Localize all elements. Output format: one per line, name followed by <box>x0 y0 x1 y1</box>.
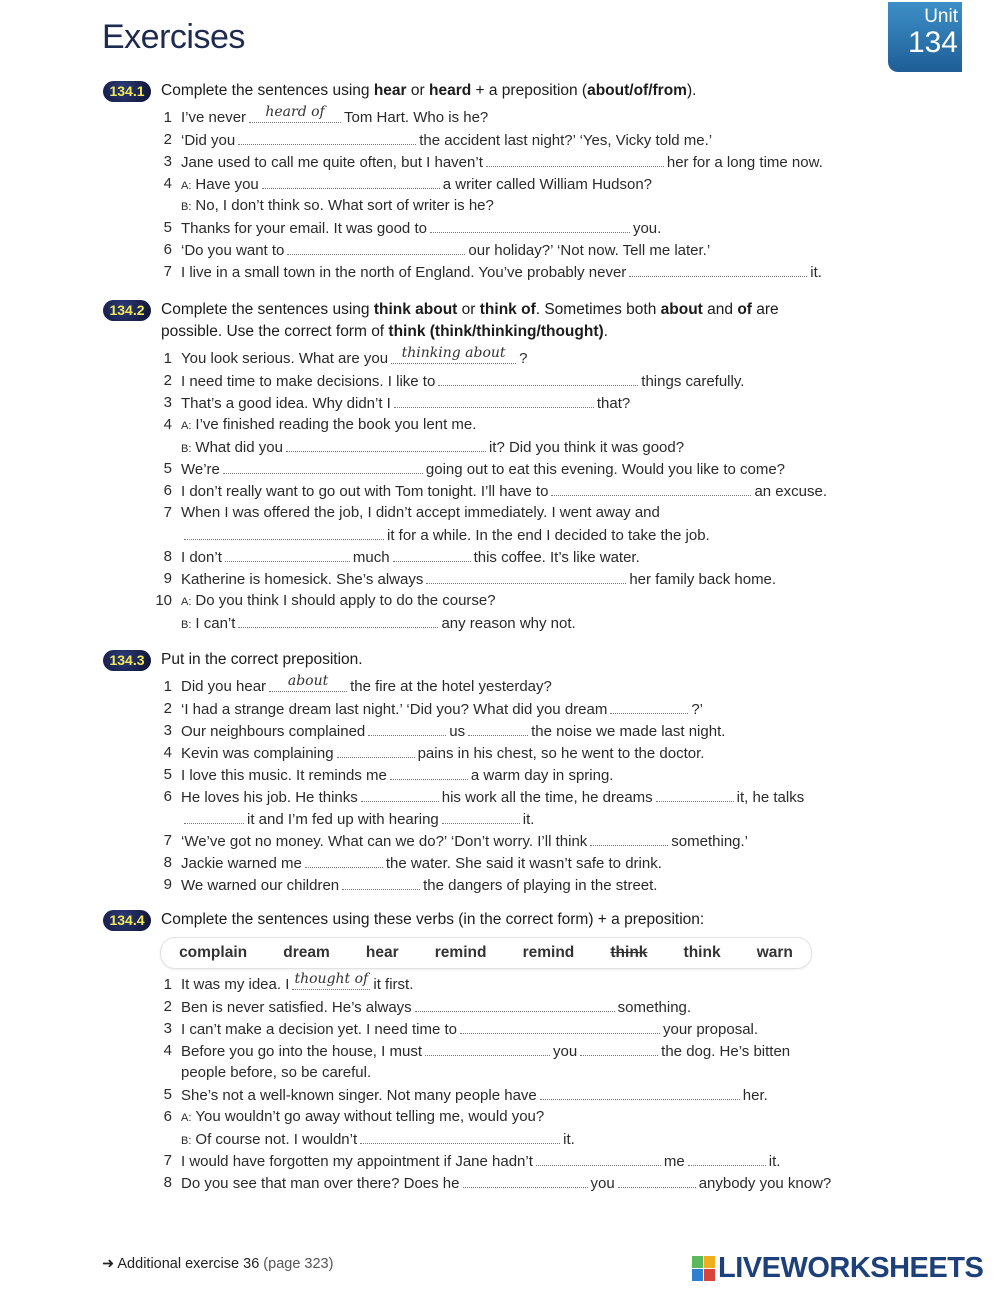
liveworksheets-logo <box>692 1252 983 1285</box>
page-title: Exercises <box>102 18 245 56</box>
answer-blank[interactable] <box>610 698 688 714</box>
exercise-line <box>100 720 900 742</box>
text-segment: it, he talks <box>736 789 805 806</box>
text-segment: an excuse. <box>754 483 827 500</box>
text-segment: When I was offered the job, I didn’t accept immediately. I went away and <box>181 504 660 521</box>
answer-blank[interactable] <box>415 996 615 1012</box>
arrow-icon: ➜ <box>102 1256 115 1272</box>
bold-text: hear <box>373 82 407 99</box>
text-segment: your proposal. <box>662 1021 759 1038</box>
text-segment: and <box>702 301 738 318</box>
text-segment: it? Did you think it was good? <box>488 439 685 456</box>
answer-blank[interactable] <box>361 786 439 802</box>
item-number: 8 <box>163 548 172 565</box>
exercise-line <box>100 104 900 129</box>
text-segment: it. <box>522 811 535 828</box>
handwritten-answer: about <box>287 673 329 689</box>
text-segment: I need time to make decisions. I like to <box>181 373 436 390</box>
exercise-134-1 <box>100 80 900 283</box>
item-number: 1 <box>163 109 172 126</box>
item-number: 4 <box>163 1042 172 1059</box>
bold-text: think (think/thinking/thought) <box>388 323 604 340</box>
text-segment: Do you think I should apply to do the course? <box>195 592 496 609</box>
text-segment: that? <box>596 395 631 412</box>
text-segment: Do you see that man over there? Does he <box>181 1175 460 1192</box>
text-segment: + a preposition ( <box>471 82 588 99</box>
answer-blank[interactable] <box>438 370 638 386</box>
text-segment: ? <box>519 350 528 367</box>
text-segment: me <box>663 1153 685 1170</box>
text-segment: That’s a good idea. Why didn’t I <box>181 395 391 412</box>
verb-option: dream <box>283 944 330 961</box>
exercise-line <box>100 173 900 195</box>
exercise-line <box>100 1040 900 1062</box>
verb-option: hear <box>365 944 399 961</box>
text-segment: it. <box>563 1131 575 1148</box>
exercise-line <box>100 502 900 524</box>
text-segment: Complete the sentences using these verbs (in the correct form) + a preposition: <box>161 911 705 928</box>
text-segment: He loves his job. He thinks <box>181 789 358 806</box>
speaker-label: A: <box>181 420 192 432</box>
text-segment: . <box>603 323 608 340</box>
text-segment: pains in his chest, so he went to the doctor. <box>417 745 705 762</box>
item-number: 2 <box>163 131 172 148</box>
text-segment: ‘We’ve got no money. What can we do?’ ‘Don’t worry. I’ll think <box>181 833 588 850</box>
item-number: 2 <box>163 372 172 389</box>
answer-blank[interactable] <box>430 217 630 233</box>
exercise-line <box>100 546 900 568</box>
speaker-label: A: <box>181 1112 192 1124</box>
answer-blank[interactable] <box>390 764 468 780</box>
answer-blank[interactable] <box>463 1172 588 1188</box>
text-segment: Of course not. I wouldn’t <box>195 1131 358 1148</box>
text-segment: Thanks for your email. It was good to <box>181 220 427 237</box>
text-segment: Jackie warned me <box>181 855 302 872</box>
item-number: 9 <box>163 876 172 893</box>
exercise-line <box>100 673 900 698</box>
text-segment: you. <box>632 220 662 237</box>
text-segment: Tom Hart. Who is he? <box>344 109 489 126</box>
answer-blank[interactable] <box>468 720 528 736</box>
text-segment: ‘Do you want to <box>181 242 285 259</box>
exercise-line <box>100 1128 900 1150</box>
text-segment: anybody you know? <box>698 1175 832 1192</box>
answer-blank[interactable] <box>540 1084 740 1100</box>
answer-blank[interactable] <box>629 261 807 277</box>
text-segment: it. <box>768 1153 781 1170</box>
item-number: 7 <box>163 263 172 280</box>
answer-blank[interactable] <box>225 546 350 562</box>
text-segment: ‘I had a strange dream last night.’ ‘Did you? What did you dream <box>181 701 608 718</box>
text-segment: this coffee. It’s like water. <box>473 549 640 566</box>
text-segment: going out to eat this evening. Would you like to come? <box>425 461 786 478</box>
answer-blank[interactable] <box>262 173 440 189</box>
exercise-line <box>100 345 900 370</box>
exercise-134-4 <box>100 909 900 1194</box>
speaker-label: B: <box>181 1135 192 1147</box>
text-segment: you <box>590 1175 615 1192</box>
answer-blank[interactable] <box>286 436 486 452</box>
text-segment: I don’t <box>181 549 222 566</box>
bold-text: about/of/from <box>587 82 687 99</box>
exercise-line <box>100 129 900 151</box>
bold-text: think about <box>373 301 458 318</box>
text-segment: much <box>352 549 390 566</box>
answer-blank[interactable] <box>292 971 370 990</box>
speaker-label: B: <box>181 201 192 213</box>
text-segment: Ben is never satisfied. He’s always <box>181 999 412 1016</box>
item-number: 3 <box>163 153 172 170</box>
verb-option: remind <box>522 944 575 961</box>
exercise-134-2 <box>100 299 900 634</box>
footer-text: Additional exercise 36 <box>117 1256 260 1272</box>
exercise-line <box>100 590 900 612</box>
additional-exercise-link[interactable] <box>102 1256 333 1272</box>
text-segment: things carefully. <box>641 373 745 390</box>
exercise-number-badge: 134.2 <box>103 300 151 321</box>
exercise-line <box>100 830 900 852</box>
text-segment: the dog. He’s bitten <box>661 1043 791 1060</box>
text-segment: No, I don’t think so. What sort of writer is he? <box>195 197 494 214</box>
text-segment: something. <box>617 999 692 1016</box>
verb-option: remind <box>434 944 487 961</box>
answer-blank[interactable] <box>551 480 751 496</box>
exercise-line <box>100 1106 900 1128</box>
text-segment: Our neighbours complained <box>181 723 366 740</box>
exercise-line <box>100 524 900 546</box>
answer-blank[interactable] <box>393 546 471 562</box>
exercise-items <box>100 673 900 896</box>
text-segment: or <box>406 82 429 99</box>
answer-blank[interactable] <box>536 1150 661 1166</box>
exercise-line <box>100 852 900 874</box>
text-segment: our holiday?’ ‘Not now. Tell me later.’ <box>468 242 711 259</box>
exercise-line <box>100 1172 900 1194</box>
exercise-line <box>100 195 900 217</box>
answer-blank[interactable] <box>249 104 341 123</box>
text-segment: any reason why not. <box>441 615 576 632</box>
text-segment: ). <box>686 82 697 99</box>
item-number: 10 <box>155 592 172 609</box>
bold-text: think of <box>479 301 536 318</box>
answer-blank[interactable] <box>184 808 244 824</box>
text-segment: You look serious. What are you <box>181 350 389 367</box>
answer-blank[interactable] <box>442 808 520 824</box>
item-number: 1 <box>163 350 172 367</box>
answer-blank[interactable] <box>394 392 594 408</box>
item-number: 4 <box>163 744 172 761</box>
exercise-line <box>100 1062 900 1084</box>
unit-number: 134 <box>907 26 958 59</box>
answer-blank[interactable] <box>238 612 438 628</box>
answer-blank[interactable] <box>287 239 465 255</box>
text-segment: a warm day in spring. <box>470 767 614 784</box>
item-number: 4 <box>163 416 172 433</box>
text-segment: it. <box>810 264 822 281</box>
answer-blank[interactable] <box>269 673 347 692</box>
exercise-line <box>100 568 900 590</box>
logo-cubes-icon <box>692 1256 715 1281</box>
text-segment: I’ve finished reading the book you lent me. <box>195 416 477 433</box>
speaker-label: B: <box>181 443 192 455</box>
item-number: 9 <box>163 570 172 587</box>
text-segment: possible. Use the correct form of <box>161 323 389 340</box>
text-segment: Complete the sentences using <box>161 301 374 318</box>
exercise-items <box>100 345 900 634</box>
verb-option: think <box>683 944 721 961</box>
exercise-line <box>100 808 900 830</box>
answer-blank[interactable] <box>656 786 734 802</box>
item-number: 8 <box>163 854 172 871</box>
text-segment: the accident last night?’ ‘Yes, Vicky told me.’ <box>419 132 713 149</box>
speaker-label: A: <box>181 180 192 192</box>
answer-blank[interactable] <box>391 345 516 364</box>
text-segment: the fire at the hotel yesterday? <box>350 678 552 695</box>
item-number: 5 <box>163 766 172 783</box>
unit-label: Unit <box>924 6 958 27</box>
footer-page: (page 323) <box>263 1256 334 1272</box>
handwritten-answer: thinking about <box>401 345 506 361</box>
answer-blank[interactable] <box>590 830 668 846</box>
item-number: 5 <box>163 219 172 236</box>
answer-blank[interactable] <box>486 151 664 167</box>
exercise-line <box>100 217 900 239</box>
text-segment: It was my idea. I <box>181 976 290 993</box>
exercise-instructions <box>100 909 900 931</box>
text-segment: people before, so be careful. <box>181 1064 372 1081</box>
exercise-line <box>100 458 900 480</box>
text-segment: We’re <box>181 461 220 478</box>
answer-blank[interactable] <box>360 1128 560 1144</box>
item-number: 6 <box>163 788 172 805</box>
item-number: 5 <box>163 460 172 477</box>
text-segment: Jane used to call me quite often, but I haven’t <box>181 154 483 171</box>
answer-blank[interactable] <box>425 1040 550 1056</box>
text-segment: it for a while. In the end I decided to take the job. <box>387 527 710 544</box>
answer-blank[interactable] <box>342 874 420 890</box>
text-segment: I can’t make a decision yet. I need time to <box>181 1021 457 1038</box>
text-segment: What did you <box>195 439 283 456</box>
item-number: 6 <box>163 1108 172 1125</box>
item-number: 4 <box>163 175 172 192</box>
text-segment: I live in a small town in the north of England. You’ve probably never <box>181 264 627 281</box>
handwritten-answer: thought of <box>294 971 369 987</box>
answer-blank[interactable] <box>337 742 415 758</box>
text-segment: . Sometimes both <box>535 301 661 318</box>
exercise-instructions <box>100 649 900 671</box>
exercise-line <box>100 370 900 392</box>
text-segment: it first. <box>373 976 414 993</box>
exercise-items <box>100 971 900 1194</box>
text-segment: Have you <box>195 176 259 193</box>
text-segment: You wouldn’t go away without telling me, would you? <box>195 1108 545 1125</box>
exercise-line <box>100 261 900 283</box>
answer-blank[interactable] <box>688 1150 766 1166</box>
exercise-line <box>100 874 900 896</box>
item-number: 8 <box>163 1174 172 1191</box>
bold-text: of <box>737 301 752 318</box>
exercise-number-badge: 134.1 <box>103 81 151 102</box>
exercise-line <box>100 392 900 414</box>
text-segment: I’ve never <box>181 109 247 126</box>
item-number: 3 <box>163 722 172 739</box>
exercise-line <box>100 480 900 502</box>
item-number: 7 <box>163 1152 172 1169</box>
exercise-line <box>100 239 900 261</box>
text-segment: you <box>552 1043 578 1060</box>
text-segment: a writer called William Hudson? <box>442 176 653 193</box>
verb-option: complain <box>179 944 248 961</box>
exercise-line <box>100 151 900 173</box>
text-segment: Did you hear <box>181 678 267 695</box>
bold-text: heard <box>428 82 472 99</box>
text-segment: the noise we made last night. <box>531 723 726 740</box>
speaker-label: A: <box>181 596 192 608</box>
text-segment: her. <box>742 1087 768 1104</box>
answer-blank[interactable] <box>305 852 383 868</box>
text-segment: Put in the correct preposition. <box>161 651 363 668</box>
item-number: 1 <box>163 678 172 695</box>
text-segment: Before you go into the house, I must <box>181 1043 422 1060</box>
text-segment: it and I’m fed up with hearing <box>247 811 439 828</box>
text-segment: or <box>457 301 480 318</box>
item-number: 3 <box>163 394 172 411</box>
answer-blank[interactable] <box>184 524 384 540</box>
text-segment: I can’t <box>195 615 236 632</box>
text-segment: Kevin was complaining <box>181 745 334 762</box>
exercise-number-badge: 134.4 <box>103 910 151 931</box>
exercise-line <box>100 786 900 808</box>
text-segment: We warned our children <box>181 877 340 894</box>
item-number: 7 <box>163 832 172 849</box>
text-segment: Katherine is homesick. She’s always <box>181 571 424 588</box>
text-segment: her family back home. <box>629 571 777 588</box>
item-number: 2 <box>163 700 172 717</box>
exercise-instructions <box>100 80 900 102</box>
exercise-line <box>100 996 900 1018</box>
text-segment: the water. She said it wasn’t safe to drink. <box>385 855 662 872</box>
unit-tab <box>888 2 962 72</box>
exercise-line <box>100 971 900 996</box>
item-number: 5 <box>163 1086 172 1103</box>
text-segment: her for a long time now. <box>666 154 823 171</box>
answer-blank[interactable] <box>580 1040 658 1056</box>
exercise-line <box>100 742 900 764</box>
answer-blank[interactable] <box>368 720 446 736</box>
text-segment: us <box>449 723 466 740</box>
item-number: 7 <box>163 504 172 521</box>
text-segment: I love this music. It reminds me <box>181 767 387 784</box>
item-number: 2 <box>163 998 172 1015</box>
exercise-line <box>100 764 900 786</box>
text-segment: I don’t really want to go out with Tom tonight. I’ll have to <box>181 483 549 500</box>
text-segment: his work all the time, he dreams <box>441 789 653 806</box>
exercise-line <box>100 1084 900 1106</box>
answer-blank[interactable] <box>223 458 423 474</box>
answer-blank[interactable] <box>460 1018 660 1034</box>
item-number: 6 <box>163 482 172 499</box>
bold-text: about <box>660 301 703 318</box>
handwritten-answer: heard of <box>265 104 325 120</box>
exercise-items <box>100 104 900 283</box>
text-segment: something.’ <box>671 833 749 850</box>
exercise-line <box>100 1018 900 1040</box>
exercise-134-3 <box>100 649 900 896</box>
text-segment: Complete the sentences using <box>161 82 374 99</box>
text-segment: ‘Did you <box>181 132 236 149</box>
answer-blank[interactable] <box>426 568 626 584</box>
exercise-line <box>100 414 900 436</box>
item-number: 3 <box>163 1020 172 1037</box>
verb-option: think <box>610 944 648 961</box>
text-segment: She’s not a well-known singer. Not many people have <box>181 1087 537 1104</box>
verb-option: warn <box>756 944 793 961</box>
exercise-line <box>100 1150 900 1172</box>
exercise-instructions <box>100 299 900 343</box>
exercise-number-badge: 134.3 <box>103 650 151 671</box>
text-segment: I would have forgotten my appointment if Jane hadn’t <box>181 1153 533 1170</box>
answer-blank[interactable] <box>618 1172 696 1188</box>
logo-text: LIVEWORKSHEETS <box>718 1252 984 1284</box>
item-number: 1 <box>163 976 172 993</box>
text-segment: are <box>751 301 779 318</box>
speaker-label: B: <box>181 619 192 631</box>
exercise-line <box>100 612 900 634</box>
answer-blank[interactable] <box>238 129 416 145</box>
verb-box <box>160 937 812 969</box>
item-number: 6 <box>163 241 172 258</box>
text-segment: ?’ <box>691 701 704 718</box>
exercise-line <box>100 698 900 720</box>
exercise-line <box>100 436 900 458</box>
text-segment: the dangers of playing in the street. <box>423 877 658 894</box>
